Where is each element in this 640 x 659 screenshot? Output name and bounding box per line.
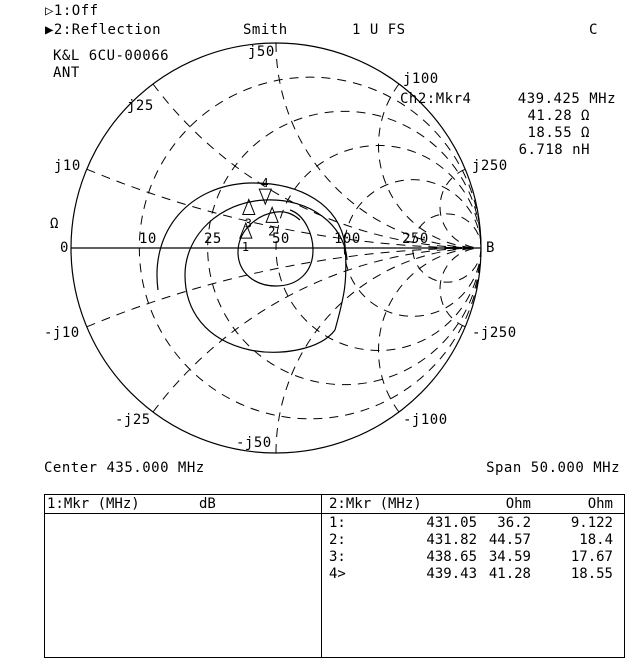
r-label-100: 100 (334, 231, 361, 247)
x-label-j250: j250 (472, 158, 508, 174)
title-line1: K&L 6CU-00066 (53, 48, 170, 64)
row-imag: 18.4 (579, 532, 613, 548)
row-marker-id: 2: (329, 532, 346, 548)
row-imag: 9.122 (570, 515, 613, 531)
right-header-unit2: Ohm (587, 496, 613, 512)
readout-resistance: 41.28 Ω (527, 108, 590, 124)
readout-frequency: 439.425 MHz (517, 91, 616, 107)
title-line2: ANT (53, 65, 80, 81)
x-label-neg-j250: -j250 (472, 325, 517, 341)
right-header-unit1: Ohm (505, 496, 531, 512)
marker-table (44, 494, 625, 658)
unit-label: Ω (50, 216, 59, 232)
x-label-neg-j50: -j50 (236, 435, 272, 451)
left-header-unit: dB (199, 496, 216, 512)
format-label: Smith (243, 22, 288, 38)
table-column-divider (321, 495, 322, 657)
row-real: 36.2 (497, 515, 531, 531)
row-frequency: 438.65 (426, 549, 477, 565)
marker-3-label: 3 (244, 216, 253, 231)
channel2-status: ▶2:Reflection (45, 22, 162, 38)
row-marker-id: 1: (329, 515, 346, 531)
row-imag: 17.67 (570, 549, 613, 565)
row-real: 34.59 (488, 549, 531, 565)
marker-4-label: 4 (261, 176, 269, 191)
readout-marker: Ch2:Mkr4 (400, 91, 472, 107)
row-real: 44.57 (488, 532, 531, 548)
row-frequency: 431.05 (426, 515, 477, 531)
channel1-status: ▷1:Off (45, 3, 99, 19)
row-marker-id: 3: (329, 549, 346, 565)
x-label-neg-j10: -j10 (44, 325, 80, 341)
center-frequency: Center 435.000 MHz (44, 460, 205, 476)
table-header-divider (45, 513, 624, 514)
r-label-0: 0 (60, 240, 69, 256)
x-label-j10: j10 (54, 158, 81, 174)
row-real: 41.28 (488, 566, 531, 582)
scale-label: 1 U FS (352, 22, 406, 38)
row-frequency: 431.82 (426, 532, 477, 548)
marker-2-label: 2 (268, 224, 276, 239)
right-header-mkr: 2:Mkr (MHz) (329, 496, 422, 512)
reactance-arc (378, 84, 481, 248)
x-label-neg-j100: -j100 (403, 412, 448, 428)
marker-2-triangle (266, 207, 278, 222)
readout-reactance: 18.55 Ω (527, 125, 590, 141)
x-label-j25: j25 (127, 98, 154, 114)
r-label-inf: B (486, 240, 495, 256)
marker-4-triangle (259, 189, 271, 204)
cal-flag: C (589, 22, 598, 38)
row-imag: 18.55 (570, 566, 613, 582)
span-frequency: Span 50.000 MHz (486, 460, 620, 476)
x-label-neg-j25: -j25 (115, 412, 151, 428)
marker-1-label: 1 (241, 240, 250, 255)
r-label-25: 25 (204, 231, 222, 247)
left-header-mkr: 1:Mkr (MHz) (47, 496, 140, 512)
x-label-j50: j50 (248, 44, 275, 60)
r-label-50: 50 (272, 231, 290, 247)
readout-inductance: 6.718 nH (518, 142, 590, 158)
reactance-arc (87, 248, 481, 327)
row-marker-id: 4> (329, 566, 346, 582)
r-label-250: 250 (402, 231, 429, 247)
r-label-10: 10 (139, 231, 157, 247)
row-frequency: 439.43 (426, 566, 477, 582)
x-label-j100: j100 (403, 71, 439, 87)
reactance-arc (378, 248, 481, 412)
